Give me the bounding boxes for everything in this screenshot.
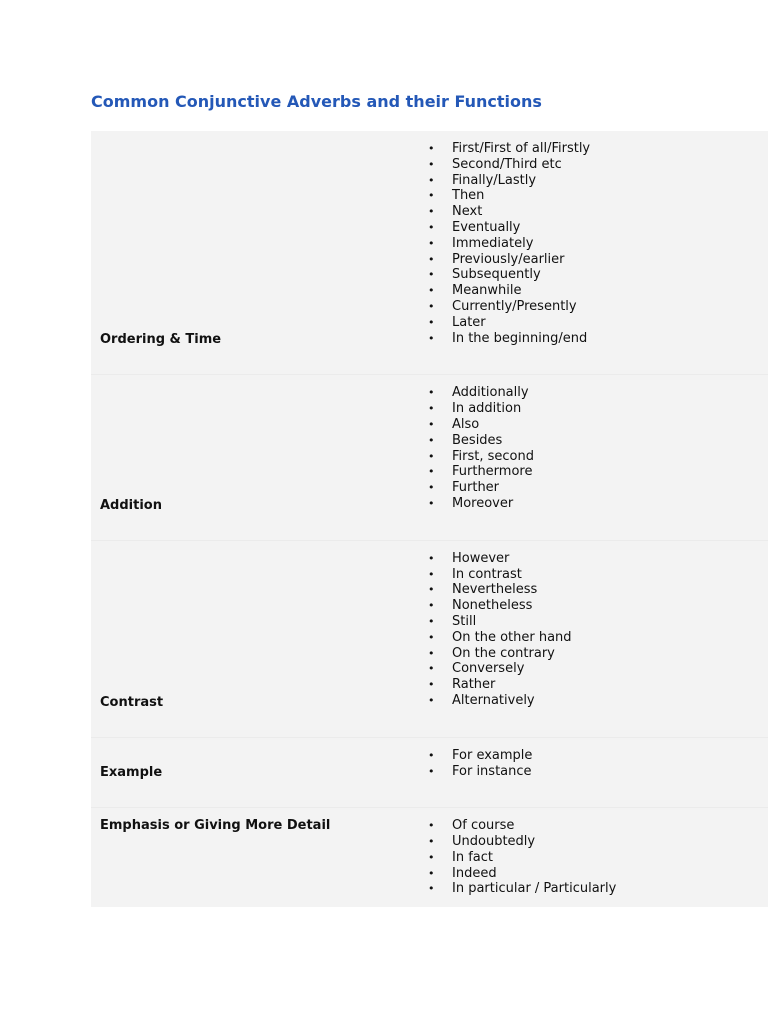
list-item-text: However <box>452 550 510 566</box>
list-item <box>428 646 768 662</box>
list-item <box>428 220 768 236</box>
list-item-text: Furthermore <box>452 464 533 480</box>
list-item-text: Moreover <box>452 495 514 511</box>
bullet-icon: • <box>428 299 435 313</box>
bullet-icon: • <box>428 315 435 329</box>
bullet-icon: • <box>428 449 435 463</box>
list-item <box>428 764 768 780</box>
table-row <box>91 374 768 539</box>
bullet-icon: • <box>428 284 435 298</box>
category-text: Ordering & Time <box>100 332 222 348</box>
list-item <box>428 283 768 299</box>
list-item-text: Indeed <box>452 865 497 881</box>
list-item <box>428 630 768 646</box>
list-item <box>428 417 768 433</box>
list-item-text: For instance <box>452 763 532 779</box>
adverbs-table <box>91 131 768 907</box>
row-category-label <box>91 131 428 374</box>
list-item <box>428 614 768 630</box>
table-row <box>91 807 768 907</box>
list-item-text: First, second <box>452 448 534 464</box>
list-item-text: On the other hand <box>452 629 572 645</box>
bullet-icon: • <box>428 819 435 833</box>
bullet-icon: • <box>428 465 435 479</box>
adverb-list <box>428 808 768 907</box>
row-category-label <box>91 808 428 907</box>
category-text: Contrast <box>100 694 164 710</box>
table-row <box>91 131 768 374</box>
list-item <box>428 480 768 496</box>
table-row <box>91 540 768 737</box>
list-item <box>428 677 768 693</box>
bullet-icon: • <box>428 268 435 282</box>
bullet-icon: • <box>428 481 435 495</box>
bullet-icon: • <box>428 417 435 431</box>
table-row <box>91 737 768 808</box>
list-item <box>428 496 768 512</box>
list-item <box>428 173 768 189</box>
bullet-icon: • <box>428 236 435 250</box>
list-item-text: Besides <box>452 432 503 448</box>
bullet-icon: • <box>428 646 435 660</box>
bullet-icon: • <box>428 189 435 203</box>
bullet-icon: • <box>428 678 435 692</box>
bullet-icon: • <box>428 173 435 187</box>
list-item-text: Also <box>452 416 480 432</box>
list-item <box>428 252 768 268</box>
list-item <box>428 464 768 480</box>
bullet-icon: • <box>428 205 435 219</box>
list-item-text: Additionally <box>452 385 529 401</box>
row-category-label <box>91 738 428 808</box>
list-item <box>428 551 768 567</box>
list-item-text: Undoubtedly <box>452 834 536 850</box>
list-item-text: Alternatively <box>452 692 535 708</box>
list-item-text: Finally/Lastly <box>452 172 537 188</box>
bullet-icon: • <box>428 252 435 266</box>
bullet-icon: • <box>428 630 435 644</box>
list-item-text: Next <box>452 204 483 220</box>
bullet-icon: • <box>428 748 435 762</box>
bullet-icon: • <box>428 157 435 171</box>
bullet-icon: • <box>428 583 435 597</box>
bullet-icon: • <box>428 866 435 880</box>
list-item <box>428 385 768 401</box>
list-item <box>428 401 768 417</box>
list-item <box>428 582 768 598</box>
list-item <box>428 331 768 347</box>
list-item <box>428 157 768 173</box>
list-item-text: Previously/earlier <box>452 251 565 267</box>
bullet-icon: • <box>428 882 435 896</box>
list-item-text: Then <box>452 188 485 204</box>
list-item <box>428 881 768 897</box>
adverb-list <box>428 375 768 539</box>
list-item-text: Eventually <box>452 219 521 235</box>
list-item-text: Meanwhile <box>452 283 522 299</box>
adverb-list <box>428 541 768 737</box>
list-item-text: Currently/Presently <box>452 298 577 314</box>
list-item-text: On the contrary <box>452 645 555 661</box>
list-item <box>428 204 768 220</box>
list-item <box>428 748 768 764</box>
list-item-text: Conversely <box>452 661 525 677</box>
list-item-text: Second/Third etc <box>452 156 562 172</box>
list-item-text: In fact <box>452 849 493 865</box>
list-item-text: Immediately <box>452 235 534 251</box>
list-item-text: In addition <box>452 401 522 417</box>
list-item <box>428 449 768 465</box>
bullet-icon: • <box>428 331 435 345</box>
list-item <box>428 567 768 583</box>
bullet-icon: • <box>428 850 435 864</box>
list-item <box>428 693 768 709</box>
category-text: Example <box>100 765 163 781</box>
bullet-icon: • <box>428 386 435 400</box>
bullet-icon: • <box>428 142 435 155</box>
list-item <box>428 818 768 834</box>
row-category-label <box>91 541 428 737</box>
list-item <box>428 315 768 331</box>
list-item-text: Nonetheless <box>452 598 533 614</box>
list-item <box>428 299 768 315</box>
adverb-list <box>428 738 768 808</box>
list-item-text: For example <box>452 747 533 763</box>
bullet-icon: • <box>428 551 435 565</box>
list-item <box>428 267 768 283</box>
category-text: Emphasis or Giving More Detail <box>100 818 331 834</box>
bullet-icon: • <box>428 433 435 447</box>
list-item-text: In the beginning/end <box>452 330 588 346</box>
list-item <box>428 598 768 614</box>
list-item <box>428 236 768 252</box>
list-item <box>428 866 768 882</box>
list-item <box>428 188 768 204</box>
row-category-label <box>91 375 428 539</box>
list-item <box>428 661 768 677</box>
page-title: Common Conjunctive Adverbs and their Functions <box>91 92 542 111</box>
list-item-text: Still <box>452 613 477 629</box>
bullet-icon: • <box>428 567 435 581</box>
list-item <box>428 834 768 850</box>
bullet-icon: • <box>428 662 435 676</box>
list-item-text: Subsequently <box>452 267 541 283</box>
list-item-text: In particular / Particularly <box>452 881 617 897</box>
list-item-text: Nevertheless <box>452 582 538 598</box>
list-item <box>428 433 768 449</box>
bullet-icon: • <box>428 402 435 416</box>
bullet-icon: • <box>428 220 435 234</box>
bullet-icon: • <box>428 835 435 849</box>
bullet-icon: • <box>428 496 435 510</box>
bullet-icon: • <box>428 614 435 628</box>
list-item-text: Of course <box>452 818 515 834</box>
category-text: Addition <box>100 497 162 513</box>
list-item-text: First/First of all/Firstly <box>452 141 591 156</box>
list-item-text: In contrast <box>452 566 522 582</box>
list-item-text: Later <box>452 314 486 330</box>
list-item <box>428 141 768 157</box>
list-item-text: Rather <box>452 677 496 693</box>
list-item <box>428 850 768 866</box>
bullet-icon: • <box>428 764 435 778</box>
list-item-text: Further <box>452 480 500 496</box>
adverb-list <box>428 131 768 374</box>
bullet-icon: • <box>428 693 435 707</box>
bullet-icon: • <box>428 599 435 613</box>
